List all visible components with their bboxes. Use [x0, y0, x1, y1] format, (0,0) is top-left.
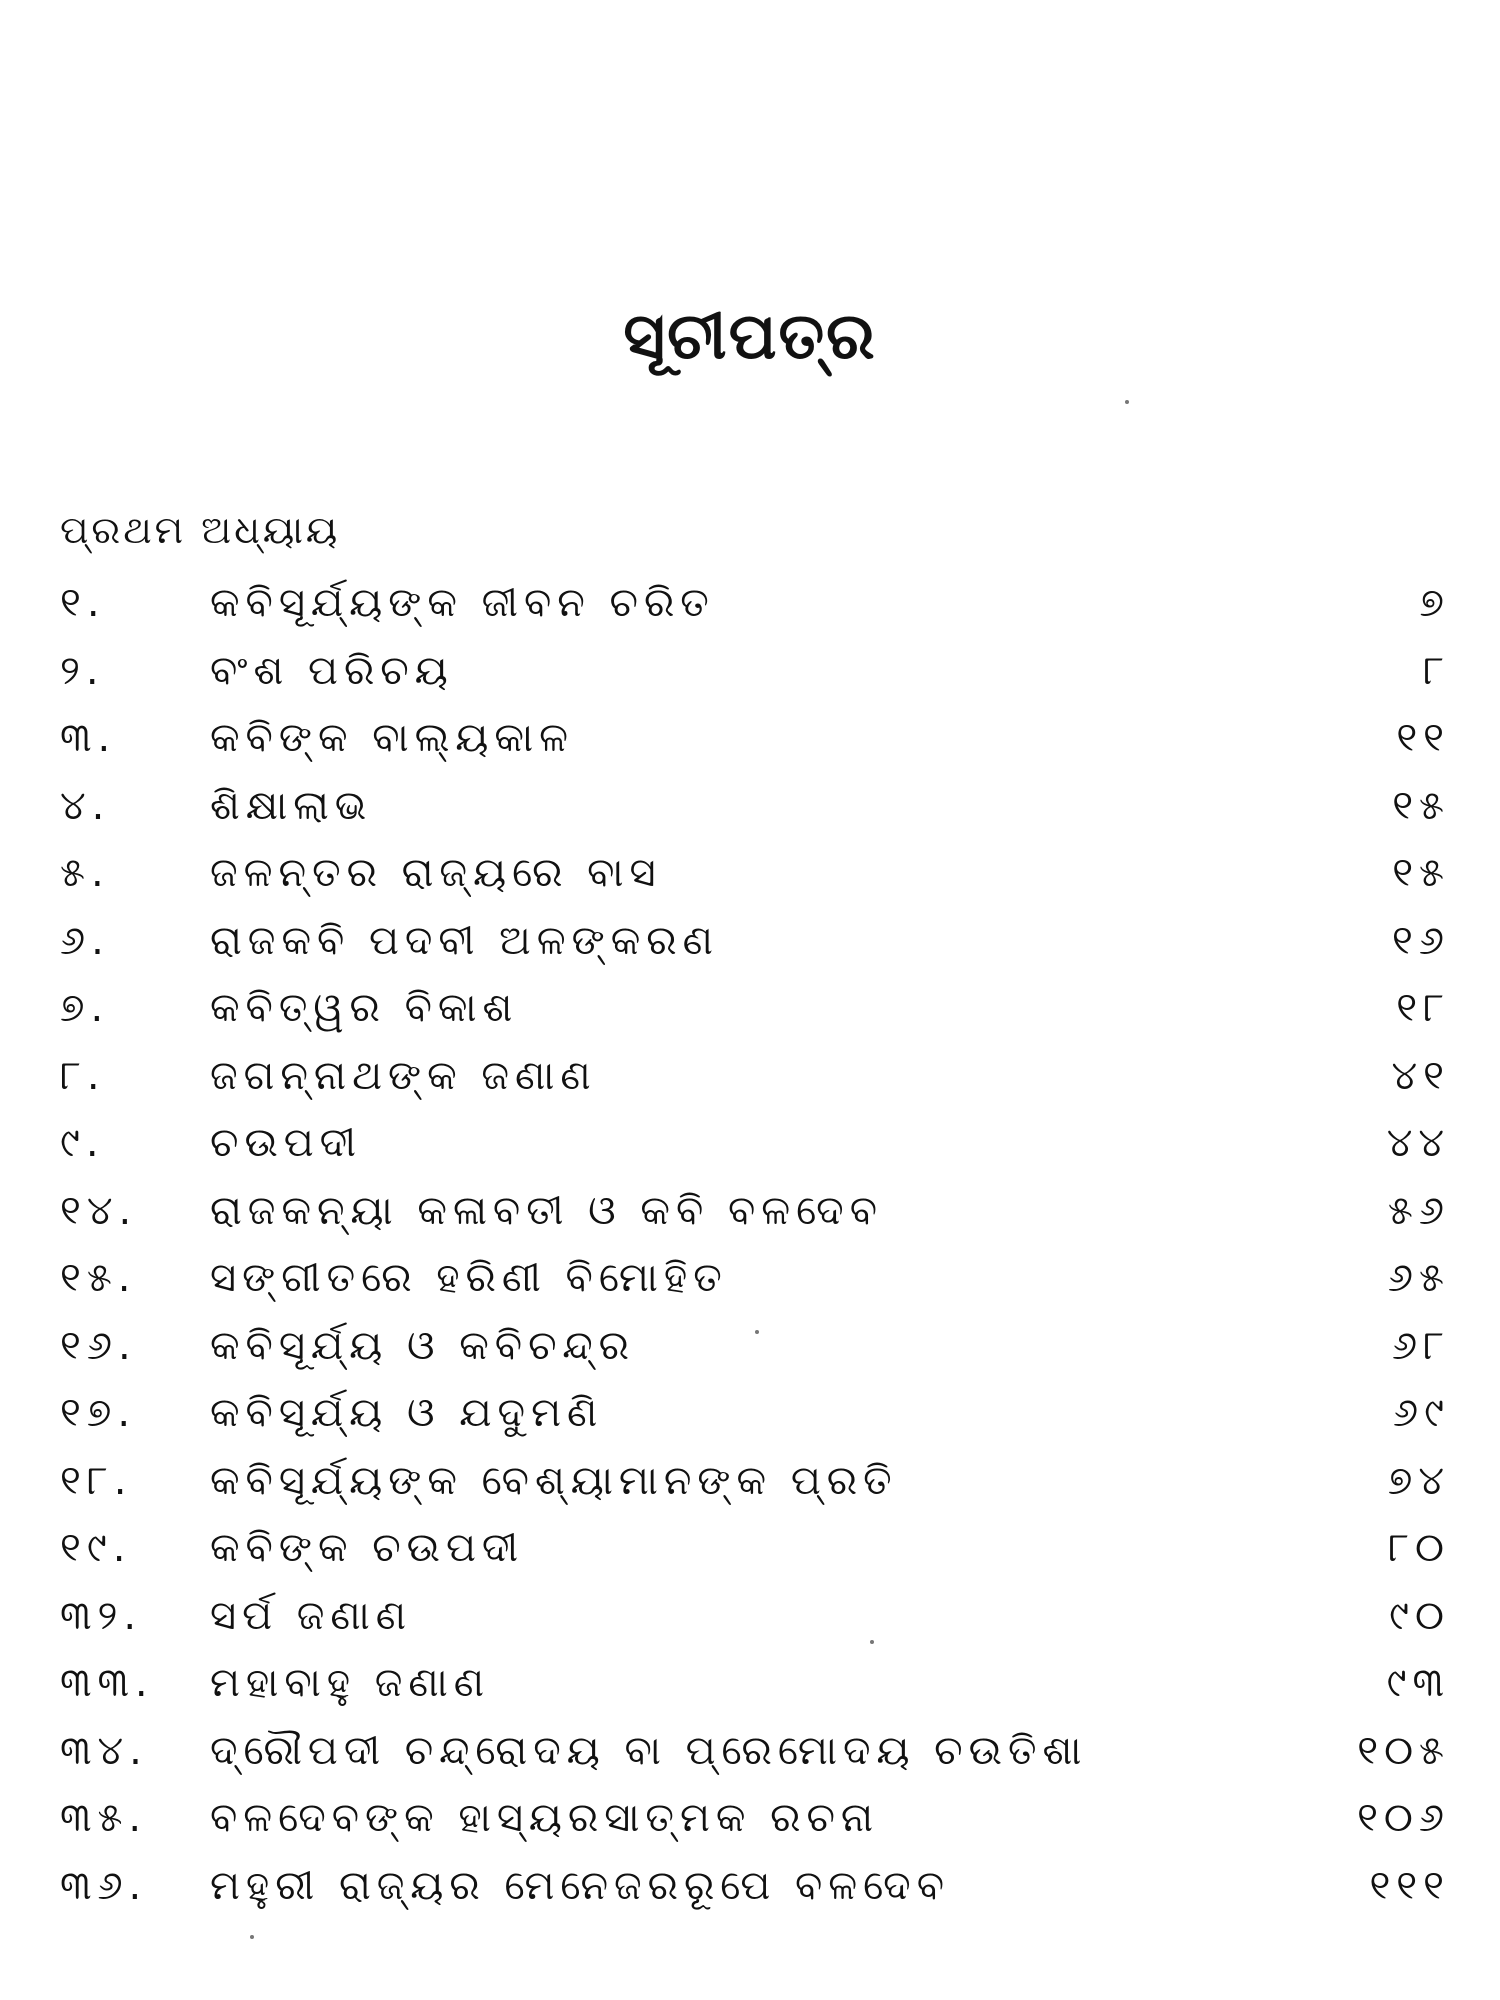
toc-entry-page-number: ୧୧୧ — [1369, 1862, 1450, 1909]
toc-entry-title: ଜଗନ୍ନାଥଙ୍କ ଜଣାଣ — [210, 1052, 597, 1099]
toc-entry-number: ୫. — [60, 850, 110, 896]
toc-entry-number: ୬. — [60, 917, 110, 964]
toc-entry-title: ବଂଶ ପରିଚୟ — [210, 647, 454, 694]
toc-entry-title: ରାଜକବି ପଦବୀ ଅଳଙ୍କରଣ — [210, 917, 719, 964]
toc-entry-title: କବିତ୍ୱର ବିକାଶ — [210, 985, 519, 1031]
toc-entry-title: ସଙ୍ଗୀତରେ ହରିଣୀ ବିମୋହିତ — [210, 1255, 728, 1301]
toc-entry-title: ରାଜକନ୍ୟା କଳାବତୀ ଓ କବି ବଳଦେବ — [210, 1187, 883, 1234]
toc-entry-page-number: ୧୫ — [1392, 850, 1450, 896]
toc-entry-number: ୧୫. — [60, 1255, 137, 1301]
toc-entry-number: ୩୨. — [60, 1592, 143, 1639]
toc-entry-page-number: ୧୮ — [1396, 985, 1450, 1031]
paper-speck — [250, 1935, 254, 1939]
toc-entry — [0, 1853, 1500, 1921]
toc-entry-title: କବିସୂର୍ଯ୍ୟଙ୍କ ଜୀବନ ଚରିତ — [210, 580, 715, 626]
toc-entry-number: ୩୫. — [60, 1795, 148, 1841]
toc-entry-title: ମହୁରୀ ରାଜ୍ୟର ମେନେଜରରୂପେ ବଳଦେବ — [210, 1862, 950, 1909]
toc-entry-page-number: ୧୦୫ — [1357, 1727, 1450, 1774]
toc-entry — [0, 705, 1500, 773]
toc-entry-number: ୧୯. — [60, 1525, 132, 1571]
toc-entry-title: ଜଳନ୍ତର ରାଜ୍ୟରେ ବାସ — [210, 850, 662, 896]
toc-entry-title: ବଳଦେବଙ୍କ ହାସ୍ୟରସାତ୍ମକ ରଚନା — [210, 1795, 880, 1841]
toc-entry-number: ୮. — [60, 1052, 106, 1099]
toc-entry-page-number: ୮ — [1423, 647, 1450, 694]
toc-entry-page-number: ୭୪ — [1387, 1457, 1450, 1504]
toc-entry — [0, 1245, 1500, 1313]
toc-entry-title: ଦ୍ରୌପଦୀ ଚନ୍ଦ୍ରୋଦୟ ବା ପ୍ରେମୋଦୟ ଚଉତିଶା — [210, 1727, 1088, 1774]
toc-entry — [0, 1650, 1500, 1718]
toc-entry-title: ଚଉପଦୀ — [210, 1120, 362, 1166]
toc-entry — [0, 638, 1500, 706]
toc-entry — [0, 1043, 1500, 1111]
toc-entry-page-number: ୬୫ — [1387, 1255, 1450, 1301]
toc-entry — [0, 1583, 1500, 1651]
toc-entry-page-number: ୧୧ — [1396, 715, 1450, 761]
toc-entry-page-number: ୯୦ — [1389, 1592, 1450, 1639]
toc-entry-title: ଶିକ୍ଷାଲାଭ — [210, 782, 373, 829]
toc-entry — [0, 773, 1500, 841]
toc-entry-number: ୧୮. — [60, 1457, 133, 1504]
toc-entry-number: ୨. — [60, 647, 105, 694]
toc-entry-page-number: ୯୩ — [1386, 1660, 1450, 1706]
toc-entry-page-number: ୪୪ — [1386, 1120, 1450, 1166]
toc-entry — [0, 1110, 1500, 1178]
toc-entry-number: ୭. — [60, 985, 110, 1031]
toc-entry-number: ୧. — [60, 580, 106, 626]
toc-entry-page-number: ୬୮ — [1392, 1322, 1450, 1369]
toc-entry-page-number: ୧୦୬ — [1357, 1795, 1450, 1841]
toc-entry — [0, 908, 1500, 976]
toc-entry-title: କବିସୂର୍ଯ୍ୟ ଓ କବିଚନ୍ଦ୍ର — [210, 1322, 635, 1369]
toc-entry — [0, 1448, 1500, 1516]
toc-entry-number: ୯. — [60, 1120, 105, 1166]
toc-entry-title: ସର୍ପ ଜଣାଣ — [210, 1592, 412, 1639]
toc-entry-number: ୧୬. — [60, 1322, 137, 1369]
paper-speck — [755, 1330, 759, 1334]
toc-entry — [0, 1718, 1500, 1786]
toc-entry-title: କବିଙ୍କ ବାଲ୍ୟକାଳ — [210, 715, 574, 761]
paper-speck — [1125, 400, 1129, 404]
toc-entry-page-number: ୮୦ — [1388, 1525, 1450, 1571]
toc-entry-number: ୧୭. — [60, 1390, 137, 1436]
toc-entry-number: ୩୬. — [60, 1862, 148, 1909]
toc-entry — [0, 1785, 1500, 1853]
toc-entry-number: ୩. — [60, 715, 117, 761]
toc-entry — [0, 840, 1500, 908]
toc-entry-number: ୧୪. — [60, 1187, 138, 1234]
toc-entry — [0, 1313, 1500, 1381]
toc-entry — [0, 1380, 1500, 1448]
toc-entry-number: ୩୩. — [60, 1660, 154, 1706]
toc-entry-page-number: ୬୯ — [1393, 1390, 1450, 1436]
toc-entry — [0, 1515, 1500, 1583]
toc-entry-number: ୩୪. — [60, 1727, 148, 1774]
toc-entry-page-number: ୭ — [1419, 580, 1450, 626]
toc-entry-title: କବିସୂର୍ଯ୍ୟଙ୍କ ବେଶ୍ୟାମାନଙ୍କ ପ୍ରତି — [210, 1457, 898, 1504]
toc-entry-title: କବିଙ୍କ ଚଉପଦୀ — [210, 1525, 525, 1571]
paper-speck — [870, 1640, 874, 1644]
toc-entry — [0, 570, 1500, 638]
toc-entry — [0, 975, 1500, 1043]
toc-entry-page-number: ୧୫ — [1392, 782, 1450, 829]
toc-entry-title: କବିସୂର୍ଯ୍ୟ ଓ ଯଦୁମଣି — [210, 1390, 604, 1436]
toc-entry-page-number: ୫୬ — [1387, 1187, 1450, 1234]
toc-entry-title: ମହାବାହୁ ଜଣାଣ — [210, 1660, 491, 1706]
toc-entry-number: ୪. — [60, 782, 111, 829]
toc-entry — [0, 1178, 1500, 1246]
toc-entry-page-number: ୧୬ — [1392, 917, 1450, 964]
section-heading: ପ୍ରଥମ ଅଧ୍ୟାୟ — [60, 508, 341, 552]
toc-list — [0, 570, 1500, 1920]
page-title: ସୂଚୀପତ୍ର — [623, 300, 877, 374]
toc-entry-page-number: ୪୧ — [1391, 1052, 1450, 1099]
